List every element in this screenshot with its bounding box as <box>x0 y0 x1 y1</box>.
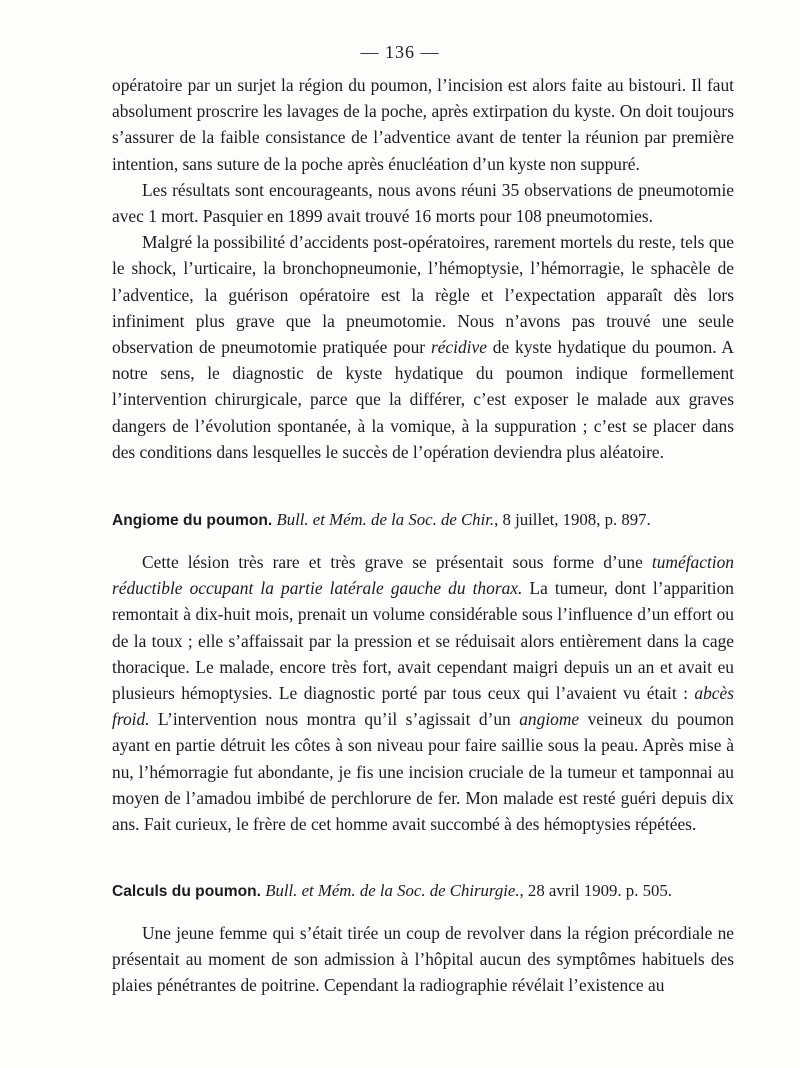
text-run: Cette lésion très rare et très grave se présentait sous forme d’une <box>142 552 652 572</box>
section-angiome-body <box>112 549 734 837</box>
reference-journal: Bull. et Mém. de la Soc. de Chir. <box>276 510 495 529</box>
paragraph-complications <box>112 229 734 465</box>
emphasis-text: abcès froid. <box>112 683 734 730</box>
section-heading-calculs <box>112 880 752 903</box>
text-run: de kyste hydatique du poumon. A notre sens, le diagnostic de kyste hydatique du poumon indique formellement l’intervention chirurgicale, parce que la différer, c’est exposer le malade aux graves dangers de l’évolution spontanée, à la vomique, à la suppuration ; c’est se placer dans des conditions dans lesquelles le succès de l’opération deviendra plus aléatoire. <box>112 337 734 462</box>
emphasis-text: angiome <box>519 709 580 730</box>
section-title: Calculs du poumon. <box>112 883 262 900</box>
reference-date: , 28 avril 1909. p. 505. <box>519 881 672 900</box>
section-calculs-body <box>112 920 734 999</box>
paragraph-continuation: opératoire par un surjet la région du poumon, l’incision est alors faite au bistouri. Il faut absolument proscrire les lavages de la poche, après extirpation du kyste. On doit toujours s’assurer de la faible consistance de l’adventice avant de tenter la réunion par première intention, sans suture de la poche après énucléation d’un kyste non suppuré. <box>112 75 734 174</box>
paragraph-calculs: Une jeune femme qui s’était tirée un coup de revolver dans la région précordiale ne présentait au moment de son admission à l’hôpital aucun des symptômes habituels des plaies pénétrantes de poitrine. Cependant la radiographie révélait l’existence au <box>112 923 734 996</box>
text-run: L’intervention nous montra qu’il s’agissait d’un <box>149 709 520 730</box>
reference-journal: Bull. et Mém. de la Soc. de Chirurgie. <box>265 881 520 900</box>
paragraph-results: Les résultats sont encourageants, nous avons réuni 35 observations de pneumotomie avec 1 mort. Pasquier en 1899 avait trouvé 16 morts pour 108 pneumotomies. <box>112 179 734 227</box>
reference-date: , 8 juillet, 1908, p. 897. <box>494 510 651 529</box>
text-run: veineux du poumon ayant en partie détruit les côtes à son niveau pour faire saillie sous la peau. Après mise à nu, l’hémorragie fut abondante, je fis une incision cruciale de la tumeur et tamponnai au moyen de l’amadou imbibé de perchlorure de fer. Mon malade est resté guéri depuis dix ans. Fait curieux, le frère de cet homme avait succombé à des hémoptysies répétées. <box>112 709 734 835</box>
section-kyste-hydatique <box>112 72 734 465</box>
text-run: Malgré la possibilité d’accidents post-opératoires, rarement mortels du reste, tels que le shock, l’urticaire, la bronchopneumonie, l’hémoptysie, l’hémorragie, le sphacèle de l’adventice, la guérison opératoire est la règle et l’expectation apparaît dès lors infiniment plus grave que la pneumotomie. Nous n’avons pas trouvé une seule observation de pneumotomie pratiquée pour <box>112 232 734 358</box>
text-run: La tumeur, dont l’apparition remontait à dix-huit mois, prenait un volume considérable sous l’influence d’un effort ou de la toux ; elle s’affaissait par la pression et se réduisait alors entièrement dans la cage thoracique. Le malade, encore très fort, avait cependant maigri depuis un an et avait eu plusieurs hémoptysies. Le diagnostic porté par tous ceux qui l’avaient vu était : <box>112 578 734 704</box>
emphasis-text: tuméfaction réductible occupant la partie latérale gauche du thorax. <box>112 552 734 599</box>
emphasis-text: récidive <box>430 337 487 358</box>
paragraph-angiome <box>112 549 734 837</box>
section-heading-angiome <box>112 509 752 532</box>
page-number: — 136 — <box>360 42 440 62</box>
section-title: Angiome du poumon. <box>112 512 273 529</box>
